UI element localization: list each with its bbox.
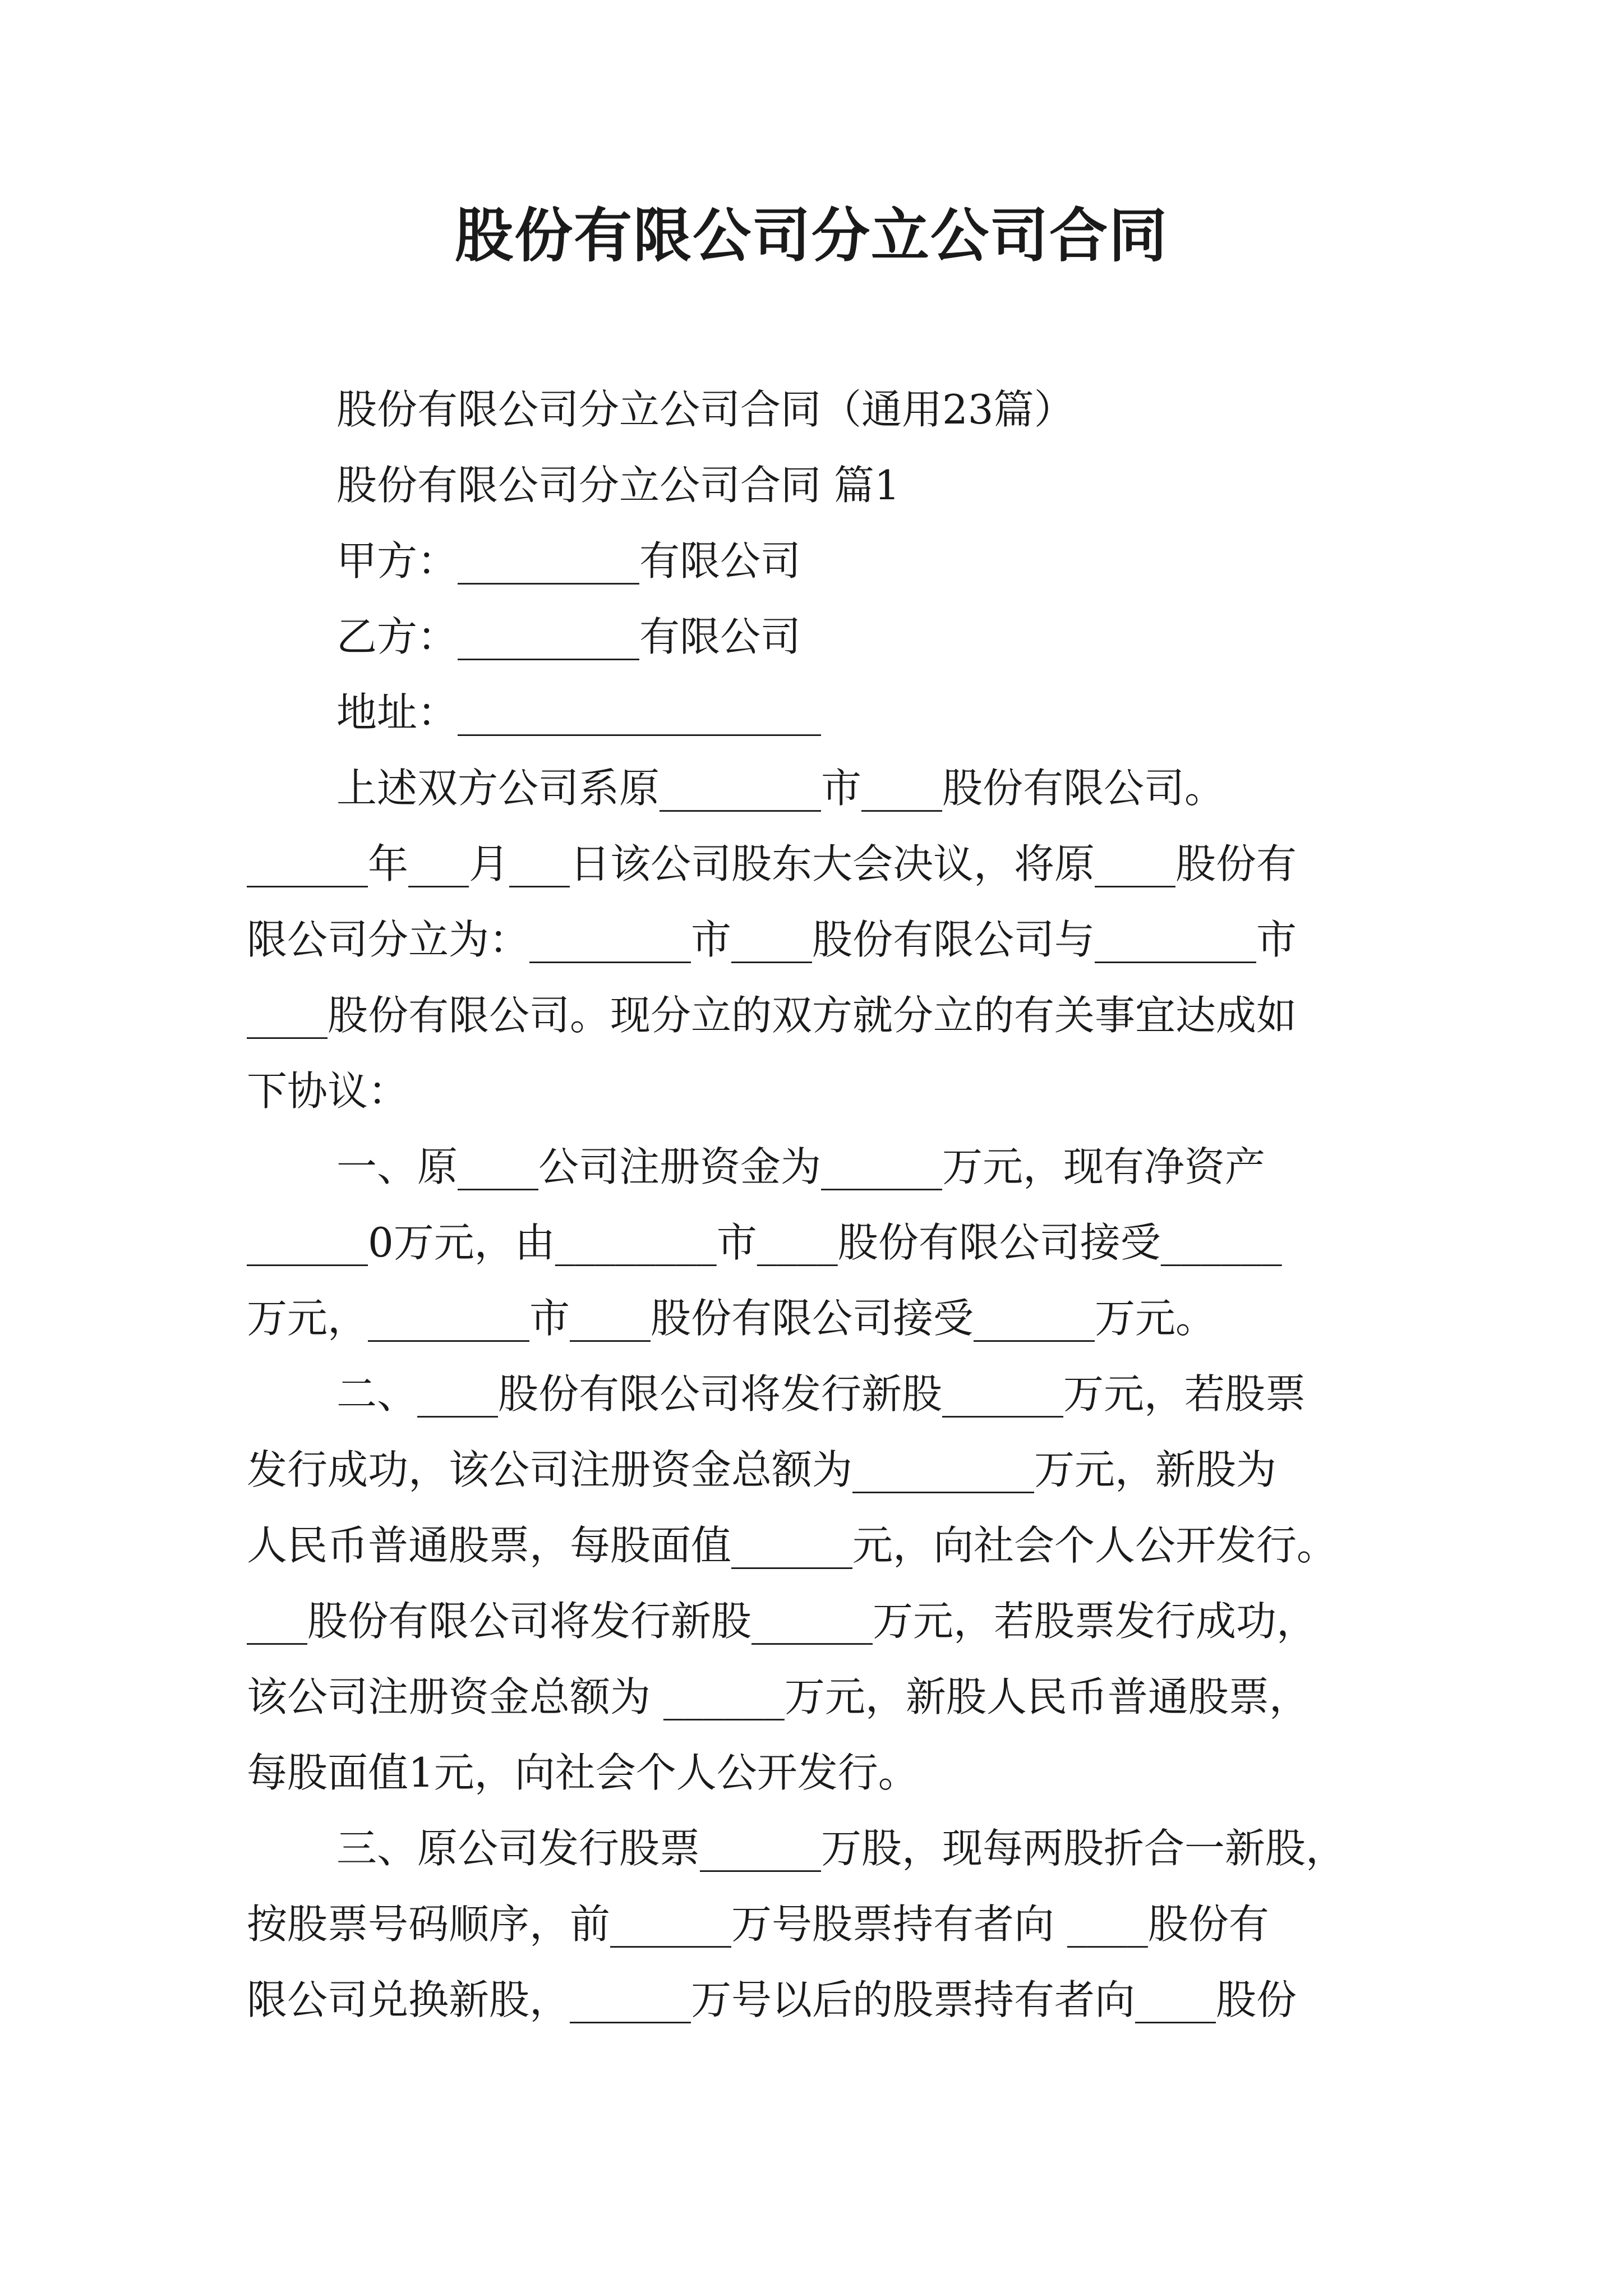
paragraph-line: 下协议： — [247, 1068, 409, 1115]
paragraph-line: 限公司分立为：________市____股份有限公司与________市 — [247, 916, 1297, 963]
clause-2-line: 该公司注册资金总额为 ______万元，新股人民币普通股票， — [247, 1673, 1310, 1720]
paragraph-line: 上述双方公司系原________市____股份有限公司。 — [336, 765, 1225, 812]
clause-2-line: 二、____股份有限公司将发行新股______万元，若股票 — [336, 1370, 1306, 1418]
paragraph-line: ______年___月___日该公司股东大会决议，将原____股份有 — [247, 840, 1297, 887]
clause-3-line: 按股票号码顺序，前______万号股票持有者向 ____股份有 — [247, 1901, 1269, 1948]
clause-1-line: 一、原____公司注册资金为______万元，现有净资产 — [336, 1143, 1266, 1190]
document-title: 股份有限公司分立公司合同 — [454, 201, 1168, 270]
paragraph-line: ____股份有限公司。现分立的双方就分立的有关事宜达成如 — [247, 992, 1297, 1039]
clause-2-line: 发行成功，该公司注册资金总额为_________万元，新股为 — [247, 1446, 1277, 1493]
subtitle-line: 股份有限公司分立公司合同（通用23篇） — [336, 386, 1075, 433]
clause-3-line: 限公司兑换新股，______万号以后的股票持有者向____股份 — [247, 1976, 1297, 2023]
clause-3-line: 三、原公司发行股票______万股，现每两股折合一新股， — [336, 1825, 1347, 1872]
section-heading: 股份有限公司分立公司合同 篇1 — [336, 462, 900, 509]
clause-2-line: 人民币普通股票，每股面值______元，向社会个人公开发行。 — [247, 1522, 1338, 1569]
clause-2-line: ___股份有限公司将发行新股______万元，若股票发行成功， — [247, 1598, 1317, 1645]
clause-1-line: ______0万元，由________市____股份有限公司接受______ — [247, 1219, 1282, 1266]
party-a-line: 甲方：_________有限公司 — [336, 537, 801, 585]
address-line: 地址：__________________ — [336, 689, 822, 736]
clause-1-line: 万元，________市____股份有限公司接受______万元。 — [247, 1295, 1216, 1342]
clause-2-line: 每股面值1元，向社会个人公开发行。 — [247, 1749, 919, 1796]
party-b-line: 乙方：_________有限公司 — [336, 613, 801, 660]
